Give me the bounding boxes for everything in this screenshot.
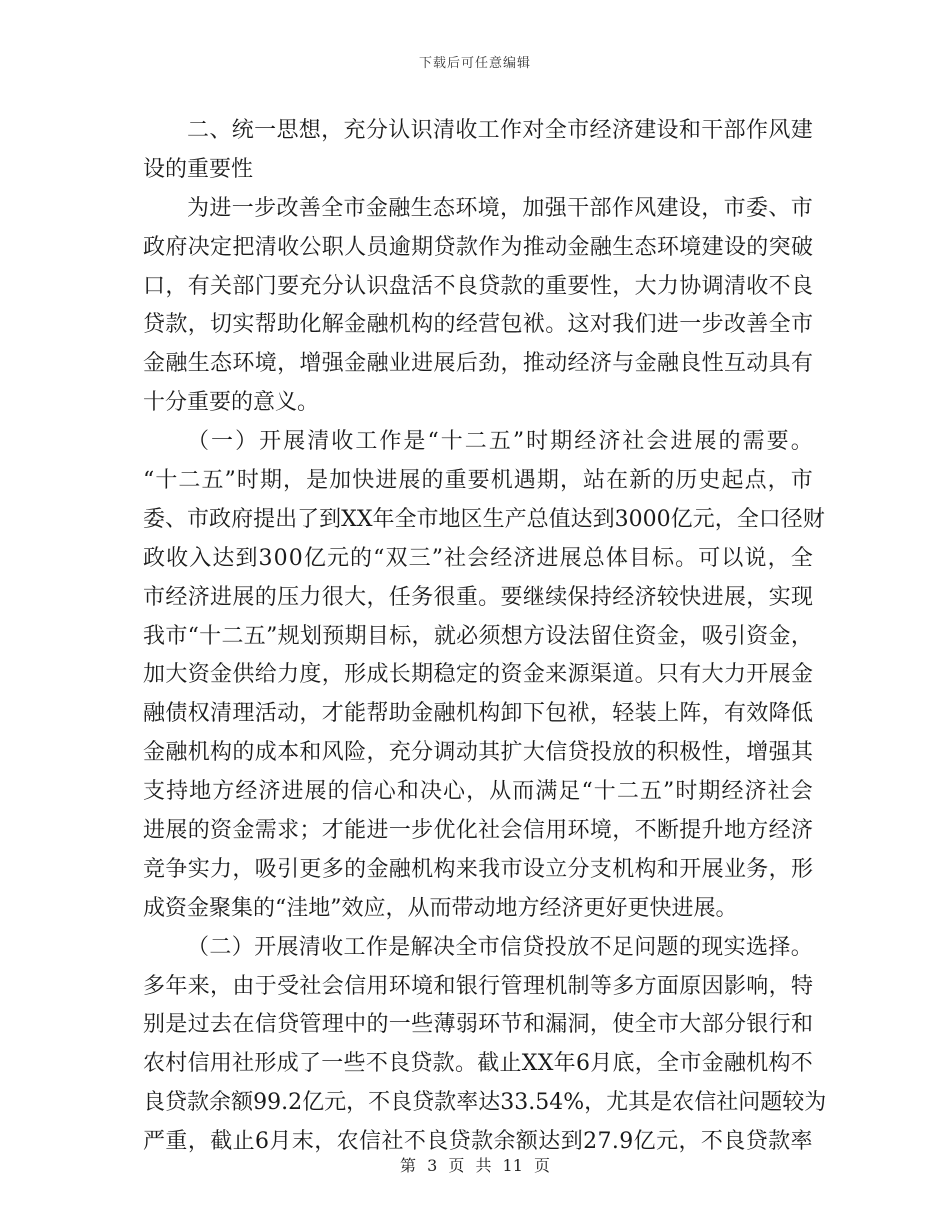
text-line: 口 ， 有 关 部 门 要 充 分 认 识 盘 活 不 良 贷 款 的 重 要 性 ， 大 力 协 调 清 收 不 良 xyxy=(143,273,813,299)
text-line: 政 府 决 定 把 清 收 公 职 人 员 逾 期 贷 款 作 为 推 动 金 融 生 态 环 境 建 设 的 突 破 xyxy=(143,234,813,260)
text-line: 委 、 市 政 府 提 出 了 到 X X 年 全 市 地 区 生 产 总 值 达 到 3 0 0 0 亿 元 ， 全 口 径 财 xyxy=(143,506,825,532)
text-line: 融 债 权 清 理 活 动 ， 才 能 帮 助 金 融 机 构 卸 下 包 袱 ， 轻 装 上 阵 ， 有 效 降 低 xyxy=(143,701,813,727)
text-line: 金 融 生 态 环 境 ， 增 强 金 融 业 进 展 后 劲 ， 推 动 经 济 与 金 融 良 性 互 动 具 有 xyxy=(143,351,813,377)
page-header-note: 下载后可任意编辑 xyxy=(418,56,531,71)
text-line: （ 二 ） 开 展 清 收 工 作 是 解 决 全 市 信 贷 投 放 不 足 问 题 的 现 实 选 择 。 xyxy=(187,934,813,960)
text-line: 贷 款 ， 切 实 帮 助 化 解 金 融 机 构 的 经 营 包 袱 。 这 对 我 们 进 一 步 改 善 全 市 xyxy=(143,312,813,338)
text-line: 加 大 资 金 供 给 力 度 ， 形 成 长 期 稳 定 的 资 金 来 源 渠 道 。 只 有 大 力 开 展 金 xyxy=(143,662,813,688)
text-line: （ 一 ） 开 展 清 收 工 作 是 “ 十 二 五 ” 时 期 经 济 社 会 进 展 的 需 要 。 xyxy=(187,429,813,455)
text-line: 为 进 一 步 改 善 全 市 金 融 生 态 环 境 ， 加 强 干 部 作 风 建 设 ， 市 委 、 市 xyxy=(187,195,813,221)
text-line: 支 持 地 方 经 济 进 展 的 信 心 和 决 心 ， 从 而 满 足 “ 十 二 五 ” 时 期 经 济 社 会 xyxy=(143,779,813,805)
text-line: 金 融 机 构 的 成 本 和 风 险 ， 充 分 调 动 其 扩 大 信 贷 投 放 的 积 极 性 ， 增 强 其 xyxy=(143,740,813,766)
text-line: 进 展 的 资 金 需 求 ； 才 能 进 一 步 优 化 社 会 信 用 环 境 ， 不 断 提 升 地 方 经 济 xyxy=(143,818,813,844)
text-line: 设的重要性 xyxy=(143,156,254,182)
text-line: 严 重 ， 截 止 6 月 末 ， 农 信 社 不 良 贷 款 余 额 达 到 2 7 . 9 亿 元 ， 不 良 贷 款 率 xyxy=(143,1129,813,1155)
page-footer: 第 3 页 共 11 页 xyxy=(400,1156,550,1175)
text-line: 市 经 济 进 展 的 压 力 很 大 ， 任 务 很 重 。 要 继 续 保 持 经 济 较 快 进 展 ， 实 现 xyxy=(143,584,813,610)
document-body xyxy=(143,112,827,1162)
text-line: 我 市 “ 十 二 五 ” 规 划 预 期 目 标 ， 就 必 须 想 方 设 法 留 住 资 金 ， 吸 引 资 金 ， xyxy=(143,623,813,649)
text-line: “ 十 二 五 ” 时 期 ， 是 加 快 进 展 的 重 要 机 遇 期 ， 站 在 新 的 历 史 起 点 ， 市 xyxy=(143,468,813,494)
text-line: 成资金聚集的“洼地”效应，从而带动地方经济更好更快进展。 xyxy=(143,895,738,921)
text-line: 十分重要的意义。 xyxy=(143,390,320,416)
text-line: 别 是 过 去 在 信 贷 管 理 中 的 一 些 薄 弱 环 节 和 漏 洞 ， 使 全 市 大 部 分 银 行 和 xyxy=(143,1012,813,1038)
text-line: 竞 争 实 力 ， 吸 引 更 多 的 金 融 机 构 来 我 市 设 立 分 支 机 构 和 开 展 业 务 ， 形 xyxy=(143,856,813,882)
text-line: 二 、 统 一 思 想 ， 充 分 认 识 清 收 工 作 对 全 市 经 济 建 设 和 干 部 作 风 建 xyxy=(187,118,813,143)
text-line: 多 年 来 ， 由 于 受 社 会 信 用 环 境 和 银 行 管 理 机 制 等 多 方 面 原 因 影 响 ， 特 xyxy=(143,973,813,999)
text-line: 良 贷 款 余 额 9 9 . 2 亿 元 ， 不 良 贷 款 率 达 3 3 . 5 4 % ， 尤 其 是 农 信 社 问 题 较 为 xyxy=(143,1090,827,1116)
text-line: 政 收 入 达 到 3 0 0 亿 元 的 “ 双 三 ” 社 会 经 济 进 展 总 体 目 标 。 可 以 说 ， 全 xyxy=(143,545,813,571)
text-line: 农 村 信 用 社 形 成 了 一 些 不 良 贷 款 。 截 止 X X 年 6 月 底 ， 全 市 金 融 机 构 不 xyxy=(143,1051,813,1077)
